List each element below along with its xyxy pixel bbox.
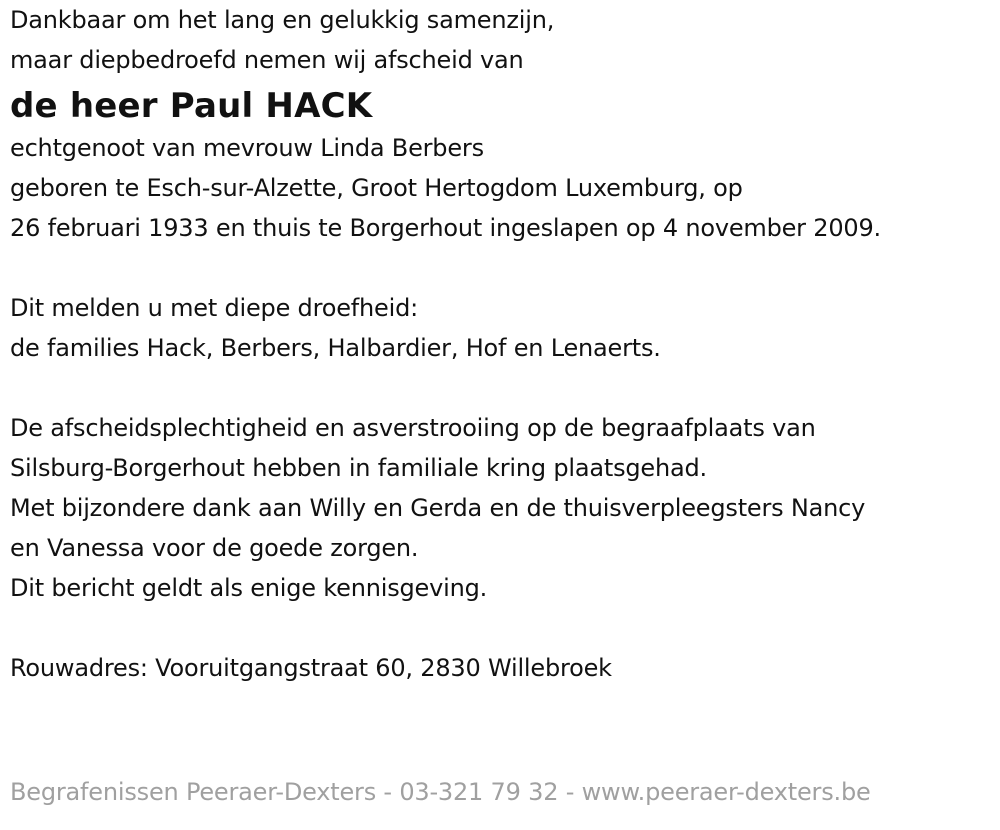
ceremony-line: Met bijzondere dank aan Willy en Gerda en de thuisverpleegsters Nancy <box>10 494 866 522</box>
details-block <box>10 128 995 248</box>
spacer <box>10 248 995 288</box>
announcers-line: de families Hack, Berbers, Halbardier, Hof en Lenaerts. <box>10 334 661 362</box>
ceremony-line: De afscheidsplechtigheid en asverstrooiing op de begraafplaats van <box>10 414 816 442</box>
intro-line: maar diepbedroefd nemen wij afscheid van <box>10 46 524 74</box>
ceremony-line: Dit bericht geldt als enige kennisgeving. <box>10 574 488 602</box>
details-line: 26 februari 1933 en thuis te Borgerhout ingeslapen op 4 november 2009. <box>10 214 881 242</box>
details-line: geboren te Esch-sur-Alzette, Groot Hertogdom Luxemburg, op <box>10 174 743 202</box>
ceremony-line: en Vanessa voor de goede zorgen. <box>10 534 419 562</box>
announcers-line: Dit melden u met diepe droefheid: <box>10 294 418 322</box>
intro-block <box>10 0 995 80</box>
details-line: echtgenoot van mevrouw Linda Berbers <box>10 134 484 162</box>
ceremony-block <box>10 408 995 608</box>
mourning-address: Rouwadres: Vooruitgangstraat 60, 2830 Willebroek <box>10 654 612 682</box>
announcers-block <box>10 288 995 368</box>
spacer <box>10 368 995 408</box>
death-notice <box>10 0 995 688</box>
ceremony-line: Silsburg-Borgerhout hebben in familiale kring plaatsgehad. <box>10 454 707 482</box>
deceased-name: de heer Paul HACK <box>10 86 373 126</box>
funeral-home-footer: Begrafenissen Peeraer-Dexters - 03-321 79 32 - www.peeraer-dexters.be <box>10 778 871 806</box>
spacer <box>10 608 995 648</box>
intro-line: Dankbaar om het lang en gelukkig samenzijn, <box>10 6 555 34</box>
